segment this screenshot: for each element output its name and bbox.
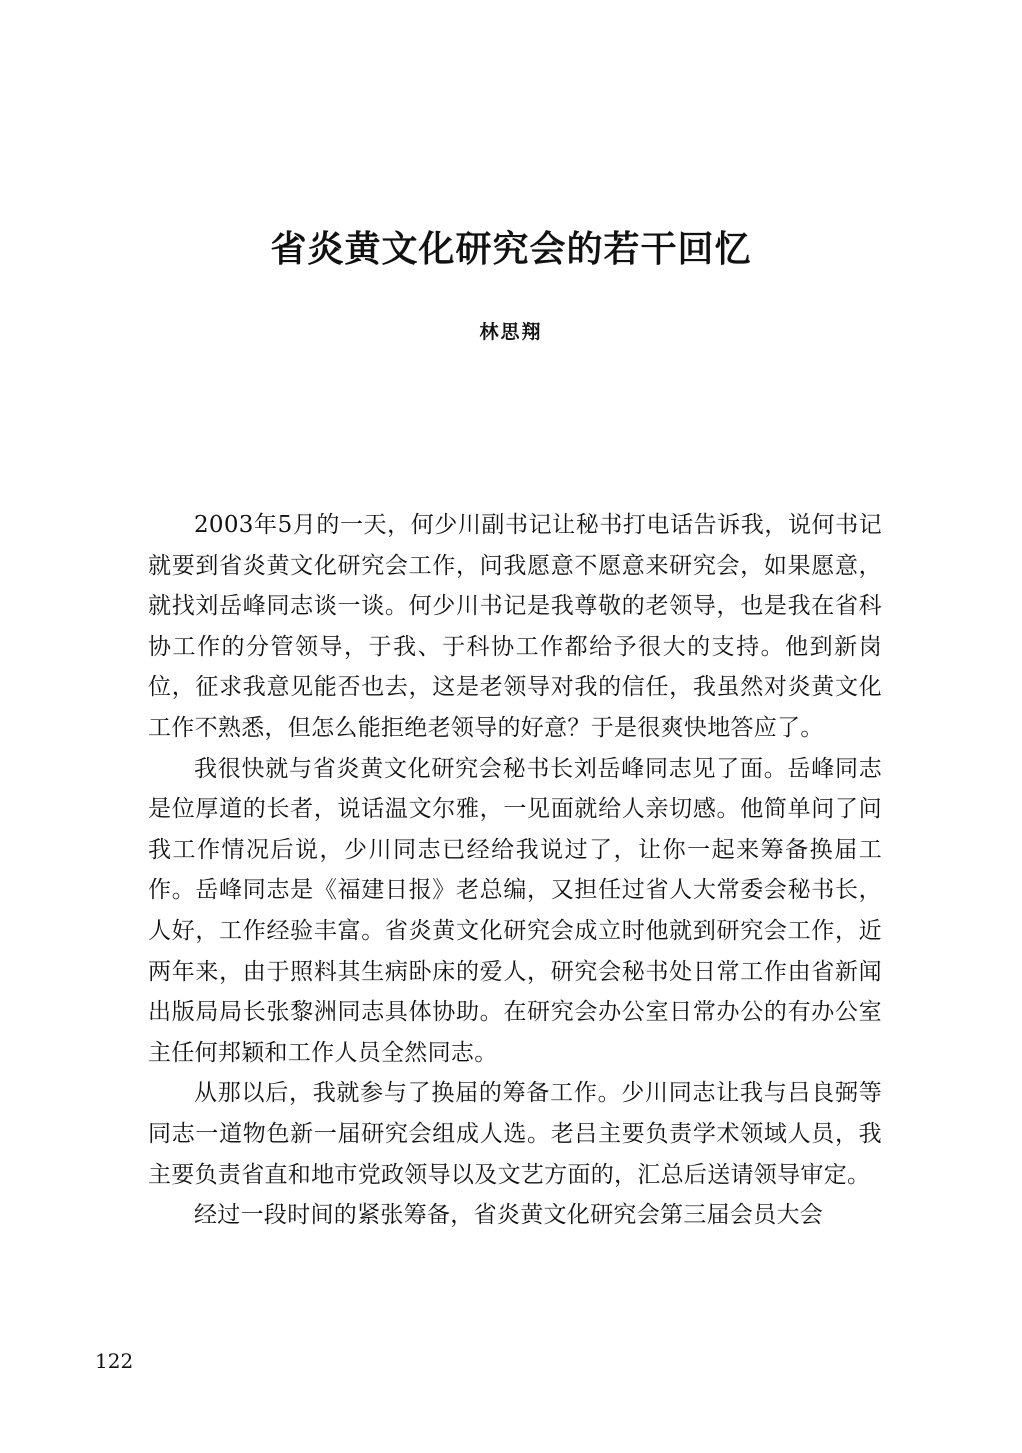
paragraph-1: 2003年5月的一天，何少川副书记让秘书打电话告诉我，说何书记就要到省炎黄文化研究会工作，问我愿意不愿意来研究会，如果愿意，就找刘岳峰同志谈一谈。何少川书记是我尊敬的老领导，也是我在省科协工作的分管领导，于我、于科协工作都给予很大的支持。他到新岗位，征求我意见能否也去，这是老领导对我的信任，我虽然对炎黄文化工作不熟悉，但怎么能拒绝老领导的好意？于是很爽快地答应了。: [148, 512, 882, 741]
paragraph-4: 经过一段时间的紧张筹备，省炎黄文化研究会第三届会员大会: [194, 1202, 824, 1229]
article-body: [148, 505, 882, 1236]
article-author: 林思翔: [479, 321, 543, 343]
article-title: 省炎黄文化研究会的若干回忆: [270, 229, 752, 270]
page-number: 122: [95, 1349, 134, 1373]
paragraph-2: 我很快就与省炎黄文化研究会秘书长刘岳峰同志见了面。岳峰同志是位厚道的长者，说话温文尔雅，一见面就给人亲切感。他简单问了问我工作情况后说，少川同志已经给我说过了，让你一起来筹备换届工作。岳峰同志是《福建日报》老总编，又担任过省人大常委会秘书长，人好，工作经验丰富。省炎黄文化研究会成立时他就到研究会工作，近两年来，由于照料其生病卧床的爱人，研究会秘书处日常工作由省新闻出版局局长张黎洲同志具体协助。在研究会办公室日常办公的有办公室主任何邦颖和工作人员全然同志。: [148, 755, 882, 1066]
paragraph-3: 从那以后，我就参与了换届的筹备工作。少川同志让我与吕良弼等同志一道物色新一届研究会组成人选。老吕主要负责学术领域人员，我主要负责省直和地市党政领导以及文艺方面的，汇总后送请领导审定。: [148, 1080, 882, 1188]
